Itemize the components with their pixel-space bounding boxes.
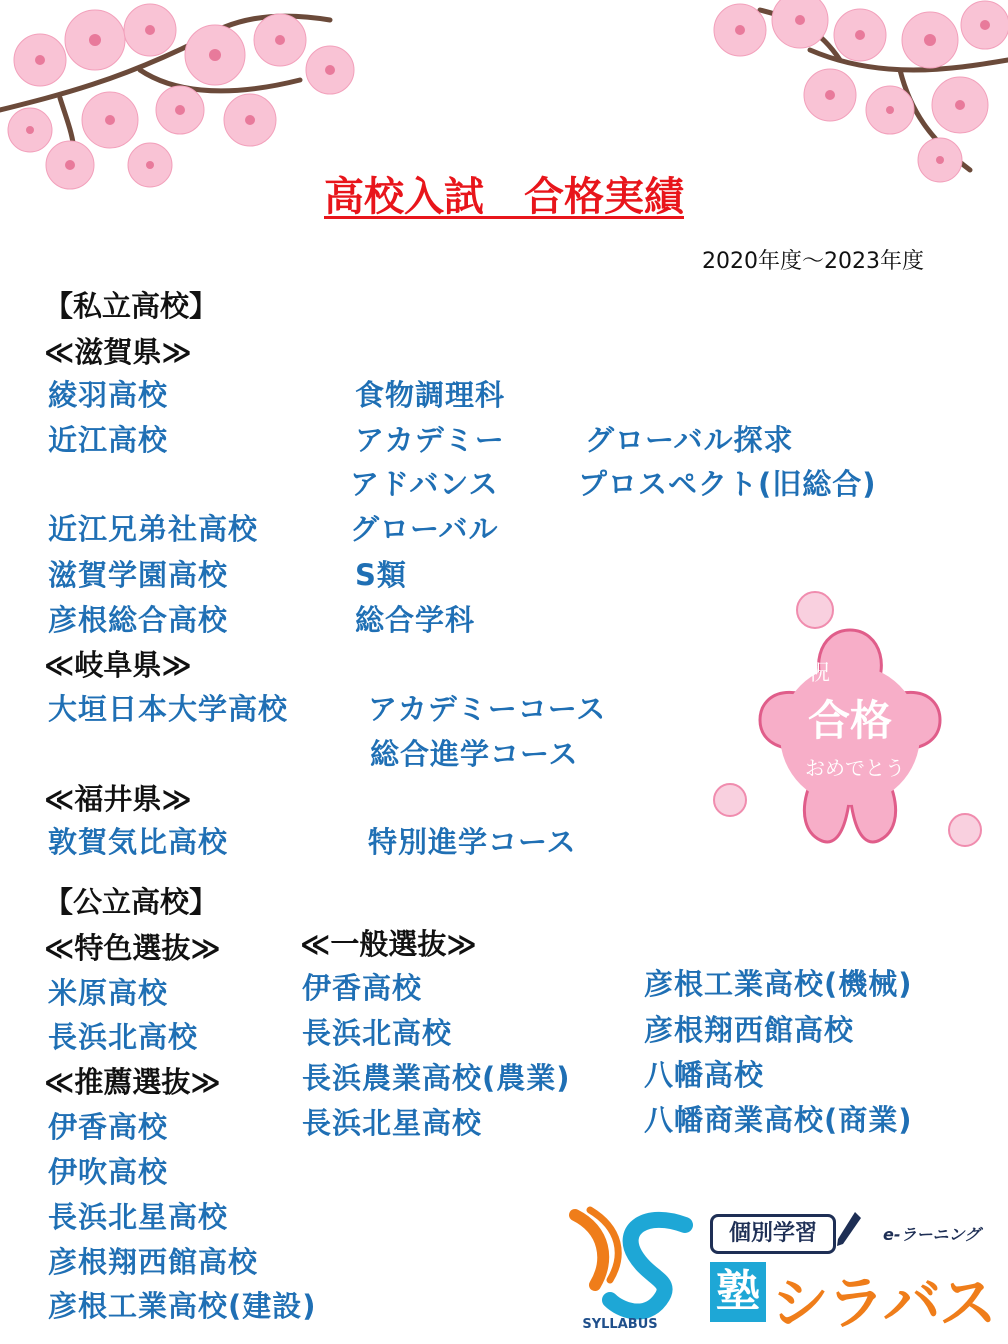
brand-text: SYLLABUS	[582, 1317, 658, 1332]
school-name: 大垣日本大学高校	[48, 692, 289, 726]
school-name: 長浜北星高校	[302, 1106, 483, 1140]
tagline-box: 個別学習	[710, 1214, 836, 1254]
badge-big-text: 合格	[807, 696, 893, 745]
badge-sub-text: おめでとう	[805, 756, 905, 780]
school-name: 伊吹高校	[48, 1155, 169, 1189]
period-label: 2020年度～2023年度	[702, 249, 924, 274]
school-name: 滋賀学園高校	[48, 558, 229, 592]
course-name: S類	[355, 558, 407, 592]
school-name: 彦根工業高校(建設)	[48, 1289, 317, 1323]
juku-mark: 塾	[710, 1262, 766, 1322]
school-name: 長浜北星高校	[48, 1200, 229, 1234]
page-title: 高校入試 合格実績	[324, 174, 684, 220]
school-name: 米原高校	[48, 976, 169, 1010]
gifu-label: ≪岐阜県≫	[44, 648, 192, 682]
school-name: 彦根翔西館高校	[644, 1013, 855, 1047]
course-name: グローバル探求	[585, 423, 794, 457]
elearning-label: e-ラーニング	[883, 1225, 981, 1244]
school-name: 近江兄弟社高校	[48, 512, 259, 546]
school-name: 彦根翔西館高校	[48, 1245, 259, 1279]
congratulations-badge	[700, 585, 1000, 885]
school-name: 近江高校	[48, 423, 169, 457]
school-name: 伊香高校	[302, 971, 423, 1005]
ippan-label: ≪一般選抜≫	[300, 927, 477, 961]
public-header: 【公立高校】	[44, 885, 219, 919]
course-name: グローバル	[350, 512, 499, 546]
school-name: 八幡商業高校(商業)	[644, 1103, 913, 1137]
syllabus-logo	[565, 1200, 995, 1335]
course-name: 総合学科	[355, 603, 476, 637]
syllabus-s-mark	[565, 1200, 695, 1335]
course-name: 食物調理科	[355, 378, 506, 412]
course-name: アカデミーコース	[368, 692, 607, 726]
school-name: 長浜北高校	[302, 1016, 453, 1050]
course-name: プロスペクト(旧総合)	[578, 467, 877, 501]
shiga-label: ≪滋賀県≫	[44, 335, 192, 369]
private-header: 【私立高校】	[44, 289, 219, 323]
logo-name: シラバス	[771, 1269, 996, 1337]
school-name: 長浜北高校	[48, 1020, 199, 1054]
course-name: 特別進学コース	[368, 825, 577, 859]
school-name: 彦根工業高校(機械)	[644, 967, 913, 1001]
cherry-blossom-top-right	[700, 0, 1008, 190]
fukui-label: ≪福井県≫	[44, 782, 192, 816]
school-name: 八幡高校	[644, 1058, 765, 1092]
tokushoku-label: ≪特色選抜≫	[44, 931, 221, 965]
suisen-label: ≪推薦選抜≫	[44, 1065, 221, 1099]
school-name: 伊香高校	[48, 1110, 169, 1144]
pencil-icon	[835, 1210, 863, 1250]
school-name: 敦賀気比高校	[48, 825, 229, 859]
school-name: 長浜農業高校(農業)	[302, 1061, 571, 1095]
course-name: アドバンス	[350, 467, 499, 501]
course-name: 総合進学コース	[370, 737, 579, 771]
school-name: 綾羽高校	[48, 378, 169, 412]
school-name: 彦根総合高校	[48, 603, 229, 637]
badge-small-text: 祝	[808, 661, 831, 686]
course-name: アカデミー	[355, 423, 505, 457]
